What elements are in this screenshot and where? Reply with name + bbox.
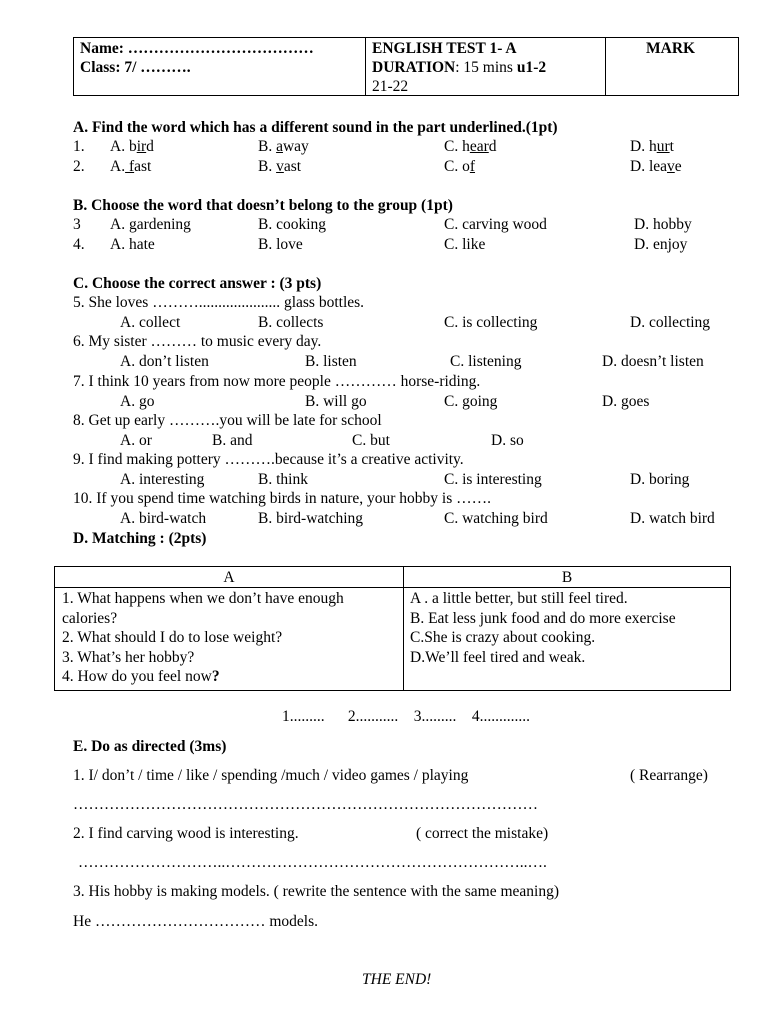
q8-option-d: D. so xyxy=(491,432,524,449)
e1-answer-line: ……………………………………………………………………………… xyxy=(73,796,538,813)
q10-option-b: B. bird-watching xyxy=(258,510,364,527)
match-a-item-2: 2. What should I do to lose weight? xyxy=(62,629,283,646)
e3-prompt: 3. His hobby is making models. ( rewrite the sentence with the same meaning) xyxy=(73,883,559,900)
e2-instruction: ( correct the mistake) xyxy=(416,825,549,842)
q8-stem: 8. Get up early ……….you will be late for school xyxy=(73,412,382,429)
q6-option-d: D. doesn’t listen xyxy=(602,353,704,370)
q9-option-c: C. is interesting xyxy=(444,471,542,488)
match-b-item-a: A . a little better, but still feel tired. xyxy=(410,590,628,607)
q4-option-d: D. enjoy xyxy=(634,236,688,253)
the-end-footer: THE END! xyxy=(362,971,432,988)
section-c-title: C. Choose the correct answer : (3 pts) xyxy=(73,275,322,292)
match-a-item-3: 3. What’s her hobby? xyxy=(62,648,195,666)
column-b-header: B xyxy=(561,569,573,586)
q5-stem: 5. She loves ………..................... glass bottles. xyxy=(73,294,365,311)
q4-option-c: C. like xyxy=(444,236,486,253)
q6-stem: 6. My sister ……… to music every day. xyxy=(73,333,322,350)
q5-option-d: D. collecting xyxy=(630,314,711,331)
q1-option-c: C. heard xyxy=(444,138,497,155)
q1-option-a: A. bird xyxy=(110,138,154,155)
header-table xyxy=(73,37,739,96)
q6-option-a: A. don’t listen xyxy=(120,353,209,370)
section-b-title: B. Choose the word that doesn’t belong to the group (1pt) xyxy=(73,197,453,214)
q2-option-a: A. fast xyxy=(110,158,152,175)
q4-option-b: B. love xyxy=(258,236,303,253)
q3-option-a: A. gardening xyxy=(110,216,191,233)
school-year: 21-22 xyxy=(372,78,409,95)
q2-option-b: B. vast xyxy=(258,158,302,175)
column-a-header: A xyxy=(223,569,235,586)
q8-option-b: B. and xyxy=(212,432,253,449)
matching-answer-blanks: 1......... 2........... 3......... 4............. xyxy=(282,708,530,725)
q6-option-c: C. listening xyxy=(450,353,522,370)
match-a-item-4: 4. How do you feel now? xyxy=(62,668,220,685)
mark-cell xyxy=(606,38,738,95)
q8-option-a: A. or xyxy=(120,432,152,449)
q9-option-d: D. boring xyxy=(630,471,690,488)
name-line: Name: ……………………………… xyxy=(80,40,314,57)
q7-option-c: C. going xyxy=(444,393,498,410)
q9-option-a: A. interesting xyxy=(120,471,205,488)
e2-answer-line: ………………………..…………………………………………………..…. xyxy=(78,854,547,871)
q10-stem: 10. If you spend time watching birds in nature, your hobby is ……. xyxy=(73,490,492,507)
match-a-item-1: 1. What happens when we don’t have enough calories? xyxy=(62,590,344,627)
match-b-item-c: C.She is crazy about cooking. xyxy=(410,629,596,646)
column-a-items xyxy=(62,589,400,687)
q3-option-c: C. carving wood xyxy=(444,216,547,233)
q6-option-b: B. listen xyxy=(305,353,357,370)
test-info-cell xyxy=(366,38,606,95)
q3-option-d: D. hobby xyxy=(634,216,692,233)
e1-instruction: ( Rearrange) xyxy=(630,767,708,784)
section-d-title: D. Matching : (2pts) xyxy=(73,530,207,547)
q7-option-a: A. go xyxy=(120,393,155,410)
column-b-items xyxy=(410,589,728,667)
q10-option-a: A. bird-watch xyxy=(120,510,207,527)
q1-option-d: D. hurt xyxy=(630,138,674,155)
q4-option-a: A. hate xyxy=(110,236,155,253)
q8-option-c: C. but xyxy=(352,432,390,449)
q10-option-d: D. watch bird xyxy=(630,510,715,527)
e1-prompt: 1. I/ don’t / time / like / spending /much / video games / playing xyxy=(73,767,469,784)
q9-option-b: B. think xyxy=(258,471,308,488)
e2-prompt: 2. I find carving wood is interesting. xyxy=(73,825,299,842)
mark-label: MARK xyxy=(646,40,696,57)
q9-stem: 9. I find making pottery ……….because it’s a creative activity. xyxy=(73,451,464,468)
match-b-item-d: D.We’ll feel tired and weak. xyxy=(410,648,586,666)
q2-option-c: C. of xyxy=(444,158,476,175)
q7-option-b: B. will go xyxy=(305,393,367,410)
match-b-item-b: B. Eat less junk food and do more exercise xyxy=(410,609,676,627)
e3-answer-line: He …………………………… models. xyxy=(73,913,318,930)
matching-table xyxy=(54,566,731,691)
class-line: Class: 7/ ………. xyxy=(80,59,191,76)
duration-line: DURATION: 15 mins u1-2 xyxy=(372,59,547,76)
q7-option-d: D. goes xyxy=(602,393,650,410)
section-a-title: A. Find the word which has a different sound in the part underlined.(1pt) xyxy=(73,119,558,136)
test-title: ENGLISH TEST 1- A xyxy=(372,40,517,57)
q10-option-c: C. watching bird xyxy=(444,510,548,527)
q3-option-b: B. cooking xyxy=(258,216,327,233)
q5-option-c: C. is collecting xyxy=(444,314,538,331)
section-e-title: E. Do as directed (3ms) xyxy=(73,738,227,755)
q5-option-b: B. collects xyxy=(258,314,324,331)
q7-stem: 7. I think 10 years from now more people ………… horse-riding. xyxy=(73,373,481,390)
q1-option-b: B. away xyxy=(258,138,309,155)
q5-option-a: A. collect xyxy=(120,314,181,331)
student-info-cell xyxy=(74,38,366,95)
q2-option-d: D. leave xyxy=(630,158,682,175)
